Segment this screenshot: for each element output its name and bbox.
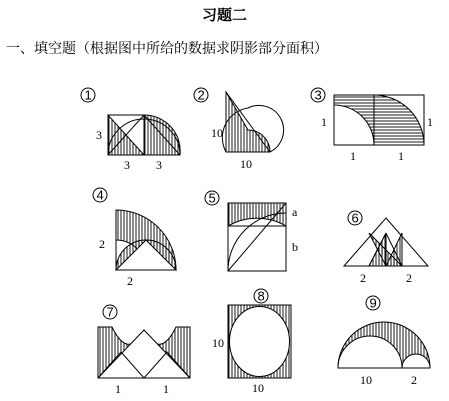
figure-1-label-right-base: 3 (156, 158, 162, 172)
figure-5-label-a: a (292, 205, 298, 219)
figure-4-number: 4 (96, 187, 104, 203)
figure-5 (205, 191, 298, 272)
figure-3-label-left: 1 (321, 115, 327, 129)
figure-2-label-base: 10 (240, 157, 252, 171)
worksheet-title: 习题二 (201, 6, 247, 24)
figure-2-label-height: 10 (211, 126, 223, 140)
figure-7-number: 7 (106, 304, 114, 320)
figure-6-number: 6 (351, 210, 359, 226)
figure-1-label-left-base: 3 (124, 158, 130, 172)
figure-1-number: 1 (84, 87, 92, 103)
figure-3-label-bottom-left: 1 (350, 149, 356, 163)
figure-3-label-bottom-right: 1 (398, 149, 404, 163)
figure-9-number: 9 (369, 295, 377, 311)
figure-7-label-right: 1 (163, 382, 169, 396)
figure-6 (344, 211, 428, 286)
figure-1 (81, 88, 180, 173)
figure-3-label-right: 1 (427, 115, 433, 129)
figure-4-label-base: 2 (127, 274, 133, 288)
figure-5-label-b: b (292, 240, 298, 254)
section-instruction: 一、填空题（根据图中所给的数据求阴影部分面积） (6, 41, 328, 57)
figure-2 (194, 88, 284, 172)
figure-4-label-height: 2 (99, 237, 105, 251)
figure-9-label-large: 10 (360, 373, 372, 387)
figure-8-number: 8 (257, 288, 265, 304)
figure-9-label-small: 2 (411, 373, 417, 387)
figure-4 (93, 188, 176, 289)
figure-2-number: 2 (197, 87, 205, 103)
figure-1-label-height: 3 (96, 128, 102, 142)
figure-3-number: 3 (314, 87, 322, 103)
figure-8-label-height: 10 (212, 336, 224, 350)
figure-6-label-right: 2 (406, 271, 412, 285)
figure-6-label-left: 2 (360, 271, 366, 285)
figure-5-number: 5 (208, 190, 216, 206)
figure-8-ellipse (230, 307, 290, 377)
figure-3 (311, 88, 433, 164)
figure-3-shaded-region (334, 95, 424, 145)
figure-8 (212, 289, 291, 396)
figure-9 (338, 296, 430, 388)
figure-7 (98, 305, 190, 397)
figure-7-label-left: 1 (115, 382, 121, 396)
figure-8-label-width: 10 (252, 381, 264, 395)
